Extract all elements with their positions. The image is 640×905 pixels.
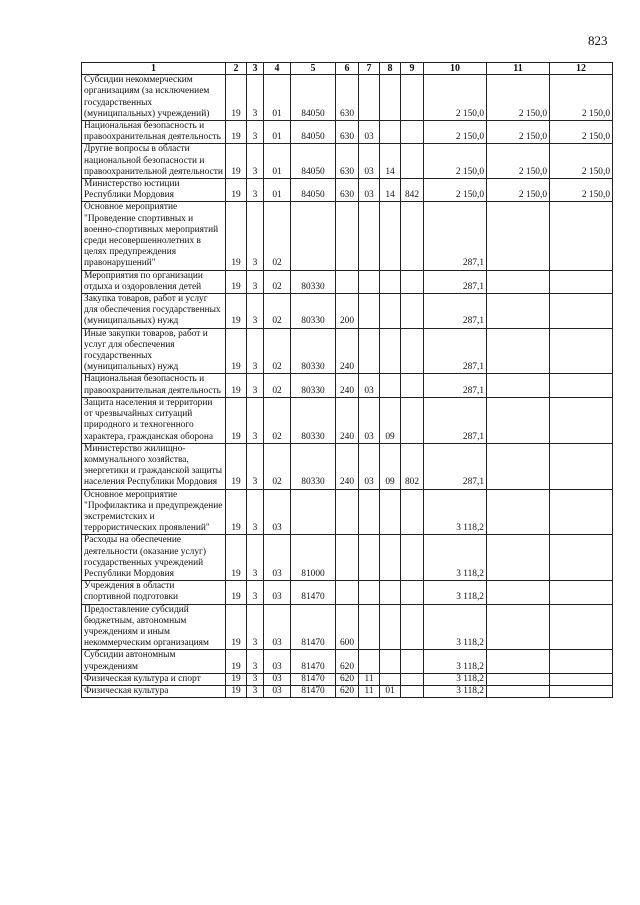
row-cell-c7: 03	[359, 397, 380, 443]
row-cell-c6: 200	[336, 294, 359, 329]
row-cell-c4: 03	[264, 535, 291, 581]
table-row	[82, 650, 613, 673]
table-row	[82, 374, 613, 397]
row-cell-c8	[380, 121, 401, 144]
row-cell-c11: 2 150,0	[487, 121, 550, 144]
row-cell-c3: 3	[247, 397, 264, 443]
table-row	[82, 673, 613, 685]
row-cell-c2: 19	[226, 374, 247, 397]
row-cell-c2: 19	[226, 397, 247, 443]
row-cell-c3: 3	[247, 270, 264, 293]
column-header: 3	[247, 63, 264, 75]
row-cell-c3: 3	[247, 202, 264, 270]
row-cell-c5: 84050	[291, 144, 336, 179]
row-cell-c12	[550, 270, 613, 293]
row-cell-c2: 19	[226, 489, 247, 535]
row-cell-c11	[487, 443, 550, 489]
row-cell-c8: 01	[380, 685, 401, 697]
row-cell-c7	[359, 489, 380, 535]
row-cell-c9	[401, 685, 424, 697]
table-row	[82, 443, 613, 489]
row-cell-c4: 02	[264, 270, 291, 293]
column-header: 12	[550, 63, 613, 75]
table-row	[82, 535, 613, 581]
row-cell-c5: 81470	[291, 685, 336, 697]
row-cell-c6: 630	[336, 121, 359, 144]
row-cell-c6: 240	[336, 443, 359, 489]
row-cell-c4: 02	[264, 443, 291, 489]
row-name-cell: Расходы на обеспечение деятельности (оказание услуг) государственных учреждений Республики Мордовия	[82, 535, 226, 581]
row-cell-c6: 240	[336, 374, 359, 397]
row-cell-c7	[359, 535, 380, 581]
column-header: 8	[380, 63, 401, 75]
row-cell-c11	[487, 604, 550, 650]
table-row	[82, 202, 613, 270]
row-cell-c4: 02	[264, 294, 291, 329]
row-cell-c12: 2 150,0	[550, 75, 613, 121]
row-cell-c3: 3	[247, 121, 264, 144]
row-cell-c7	[359, 328, 380, 374]
column-header: 2	[226, 63, 247, 75]
row-cell-c10: 3 118,2	[424, 604, 487, 650]
column-header: 9	[401, 63, 424, 75]
row-cell-c11	[487, 673, 550, 685]
table-row	[82, 270, 613, 293]
row-cell-c6: 620	[336, 673, 359, 685]
row-cell-c6	[336, 270, 359, 293]
row-cell-c4: 03	[264, 673, 291, 685]
row-cell-c6: 630	[336, 144, 359, 179]
row-cell-c9	[401, 121, 424, 144]
row-cell-c11: 2 150,0	[487, 179, 550, 202]
row-cell-c12	[550, 535, 613, 581]
row-cell-c5: 80330	[291, 328, 336, 374]
table-row	[82, 75, 613, 121]
row-cell-c11	[487, 294, 550, 329]
row-cell-c2: 19	[226, 202, 247, 270]
row-cell-c8: 14	[380, 144, 401, 179]
row-cell-c3: 3	[247, 443, 264, 489]
row-cell-c12	[550, 443, 613, 489]
row-name-cell: Министерство юстиции Республики Мордовия	[82, 179, 226, 202]
column-header: 10	[424, 63, 487, 75]
row-cell-c4: 03	[264, 489, 291, 535]
table-row	[82, 397, 613, 443]
row-cell-c6: 620	[336, 650, 359, 673]
row-cell-c10: 3 118,2	[424, 489, 487, 535]
row-cell-c9	[401, 673, 424, 685]
row-cell-c11	[487, 650, 550, 673]
row-cell-c4: 03	[264, 685, 291, 697]
row-cell-c11	[487, 581, 550, 604]
row-cell-c10: 287,1	[424, 397, 487, 443]
row-cell-c2: 19	[226, 604, 247, 650]
row-cell-c7: 03	[359, 121, 380, 144]
row-cell-c9	[401, 397, 424, 443]
table-row	[82, 294, 613, 329]
row-cell-c6	[336, 581, 359, 604]
row-cell-c4: 01	[264, 179, 291, 202]
row-cell-c9	[401, 75, 424, 121]
row-name-cell: Физическая культура и спорт	[82, 673, 226, 685]
row-cell-c4: 01	[264, 75, 291, 121]
row-cell-c3: 3	[247, 581, 264, 604]
row-cell-c9	[401, 374, 424, 397]
row-cell-c12	[550, 650, 613, 673]
row-cell-c6: 620	[336, 685, 359, 697]
row-cell-c5: 80330	[291, 294, 336, 329]
row-cell-c2: 19	[226, 270, 247, 293]
row-cell-c3: 3	[247, 179, 264, 202]
row-cell-c12	[550, 202, 613, 270]
row-cell-c6: 630	[336, 179, 359, 202]
row-cell-c8	[380, 202, 401, 270]
row-cell-c8: 14	[380, 179, 401, 202]
row-cell-c8	[380, 581, 401, 604]
row-cell-c4: 01	[264, 121, 291, 144]
row-cell-c4: 02	[264, 202, 291, 270]
row-cell-c7	[359, 294, 380, 329]
row-cell-c8	[380, 604, 401, 650]
row-cell-c4: 02	[264, 374, 291, 397]
row-cell-c7: 03	[359, 443, 380, 489]
row-cell-c9	[401, 489, 424, 535]
row-cell-c12	[550, 489, 613, 535]
column-header: 5	[291, 63, 336, 75]
row-name-cell: Основное мероприятие "Проведение спортивных и военно-спортивных мероприятий среди несовершеннолетних в целях предупреждения правонарушений"	[82, 202, 226, 270]
row-cell-c3: 3	[247, 374, 264, 397]
row-name-cell: Закупка товаров, работ и услуг для обеспечения государственных (муниципальных) нужд	[82, 294, 226, 329]
row-cell-c2: 19	[226, 535, 247, 581]
row-cell-c12: 2 150,0	[550, 179, 613, 202]
row-cell-c5: 80330	[291, 270, 336, 293]
row-cell-c2: 19	[226, 443, 247, 489]
row-cell-c2: 19	[226, 144, 247, 179]
row-cell-c5: 81470	[291, 604, 336, 650]
row-cell-c7: 03	[359, 144, 380, 179]
row-cell-c7	[359, 581, 380, 604]
row-cell-c12: 2 150,0	[550, 121, 613, 144]
row-cell-c10: 287,1	[424, 270, 487, 293]
row-cell-c10: 2 150,0	[424, 75, 487, 121]
row-name-cell: Предоставление субсидий бюджетным, автономным учреждениям и иным некоммерческим организациям	[82, 604, 226, 650]
row-cell-c10: 287,1	[424, 202, 487, 270]
page-number: 823	[588, 33, 608, 48]
row-cell-c8	[380, 673, 401, 685]
row-cell-c4: 01	[264, 144, 291, 179]
row-cell-c11: 2 150,0	[487, 75, 550, 121]
header-row	[82, 63, 613, 75]
row-cell-c9	[401, 270, 424, 293]
row-cell-c10: 3 118,2	[424, 673, 487, 685]
row-cell-c10: 287,1	[424, 328, 487, 374]
row-name-cell: Основное мероприятие "Профилактика и предупреждение экстремистских и террористических проявлений"	[82, 489, 226, 535]
table-row	[82, 144, 613, 179]
row-cell-c12	[550, 328, 613, 374]
row-cell-c4: 02	[264, 328, 291, 374]
table-row	[82, 328, 613, 374]
row-cell-c12: 2 150,0	[550, 144, 613, 179]
row-cell-c6: 240	[336, 397, 359, 443]
column-header: 7	[359, 63, 380, 75]
row-cell-c9	[401, 144, 424, 179]
row-name-cell: Физическая культура	[82, 685, 226, 697]
row-cell-c10: 3 118,2	[424, 685, 487, 697]
row-cell-c7: 11	[359, 673, 380, 685]
row-name-cell: Защита населения и территории от чрезвычайных ситуаций природного и техногенного характера, гражданская оборона	[82, 397, 226, 443]
table-row	[82, 489, 613, 535]
table-row	[82, 604, 613, 650]
column-header: 11	[487, 63, 550, 75]
row-cell-c4: 03	[264, 604, 291, 650]
row-cell-c3: 3	[247, 144, 264, 179]
row-cell-c9	[401, 604, 424, 650]
row-cell-c11	[487, 328, 550, 374]
row-cell-c5: 80330	[291, 374, 336, 397]
row-cell-c9	[401, 650, 424, 673]
row-cell-c8: 09	[380, 443, 401, 489]
row-name-cell: Мероприятия по организации отдыха и оздоровления детей	[82, 270, 226, 293]
row-cell-c10: 287,1	[424, 374, 487, 397]
row-cell-c12	[550, 581, 613, 604]
row-cell-c10: 2 150,0	[424, 144, 487, 179]
table-row	[82, 685, 613, 697]
row-cell-c12	[550, 604, 613, 650]
row-cell-c11	[487, 489, 550, 535]
row-name-cell: Национальная безопасность и правоохранительная деятельность	[82, 121, 226, 144]
row-cell-c9	[401, 202, 424, 270]
column-header: 1	[82, 63, 226, 75]
row-cell-c11	[487, 374, 550, 397]
row-cell-c6: 240	[336, 328, 359, 374]
row-cell-c9	[401, 535, 424, 581]
column-header: 4	[264, 63, 291, 75]
row-cell-c10: 3 118,2	[424, 650, 487, 673]
row-cell-c4: 03	[264, 581, 291, 604]
row-cell-c5: 80330	[291, 397, 336, 443]
row-cell-c2: 19	[226, 121, 247, 144]
row-name-cell: Министерство жилищно-коммунального хозяйства, энергетики и гражданской защиты населения Республики Мордовия	[82, 443, 226, 489]
row-cell-c4: 03	[264, 650, 291, 673]
row-cell-c10: 287,1	[424, 443, 487, 489]
row-cell-c5	[291, 202, 336, 270]
row-name-cell: Субсидии автономным учреждениям	[82, 650, 226, 673]
row-cell-c11	[487, 202, 550, 270]
row-cell-c3: 3	[247, 294, 264, 329]
row-cell-c11	[487, 270, 550, 293]
row-cell-c12	[550, 673, 613, 685]
row-cell-c3: 3	[247, 75, 264, 121]
row-name-cell: Другие вопросы в области национальной безопасности и правоохранительной деятельности	[82, 144, 226, 179]
row-cell-c2: 19	[226, 581, 247, 604]
row-cell-c2: 19	[226, 75, 247, 121]
row-name-cell: Учреждения в области спортивной подготовки	[82, 581, 226, 604]
row-cell-c3: 3	[247, 685, 264, 697]
row-cell-c10: 2 150,0	[424, 121, 487, 144]
row-cell-c12	[550, 397, 613, 443]
row-cell-c7	[359, 650, 380, 673]
row-cell-c7	[359, 202, 380, 270]
row-cell-c3: 3	[247, 489, 264, 535]
row-cell-c5: 81000	[291, 535, 336, 581]
row-cell-c10: 287,1	[424, 294, 487, 329]
row-cell-c5: 81470	[291, 650, 336, 673]
row-cell-c8	[380, 328, 401, 374]
row-cell-c5	[291, 489, 336, 535]
row-name-cell: Национальная безопасность и правоохранительная деятельность	[82, 374, 226, 397]
row-cell-c6	[336, 535, 359, 581]
row-cell-c6: 600	[336, 604, 359, 650]
row-cell-c2: 19	[226, 685, 247, 697]
row-cell-c12	[550, 685, 613, 697]
row-cell-c10: 3 118,2	[424, 535, 487, 581]
row-cell-c5: 80330	[291, 443, 336, 489]
row-cell-c5: 81470	[291, 673, 336, 685]
row-cell-c9	[401, 294, 424, 329]
row-cell-c2: 19	[226, 179, 247, 202]
row-cell-c9	[401, 328, 424, 374]
row-cell-c8	[380, 294, 401, 329]
row-cell-c7: 11	[359, 685, 380, 697]
row-name-cell: Субсидии некоммерческим организациям (за исключением государственных (муниципальных) учреждений)	[82, 75, 226, 121]
row-cell-c7	[359, 270, 380, 293]
row-cell-c3: 3	[247, 673, 264, 685]
row-cell-c11	[487, 535, 550, 581]
row-cell-c4: 02	[264, 397, 291, 443]
row-cell-c12	[550, 374, 613, 397]
row-cell-c7	[359, 604, 380, 650]
row-cell-c3: 3	[247, 650, 264, 673]
row-cell-c5: 84050	[291, 121, 336, 144]
row-cell-c5: 81470	[291, 581, 336, 604]
row-cell-c9: 802	[401, 443, 424, 489]
row-cell-c12	[550, 294, 613, 329]
row-cell-c11	[487, 397, 550, 443]
row-cell-c2: 19	[226, 650, 247, 673]
row-cell-c6	[336, 202, 359, 270]
row-cell-c9	[401, 581, 424, 604]
row-cell-c8	[380, 75, 401, 121]
row-cell-c3: 3	[247, 328, 264, 374]
row-cell-c2: 19	[226, 673, 247, 685]
row-cell-c3: 3	[247, 604, 264, 650]
row-cell-c8	[380, 489, 401, 535]
table-row	[82, 121, 613, 144]
row-cell-c9: 842	[401, 179, 424, 202]
row-cell-c8	[380, 650, 401, 673]
table-row	[82, 581, 613, 604]
row-cell-c3: 3	[247, 535, 264, 581]
budget-table	[81, 62, 613, 698]
row-cell-c11: 2 150,0	[487, 144, 550, 179]
row-cell-c7: 03	[359, 179, 380, 202]
row-cell-c8	[380, 374, 401, 397]
row-cell-c8	[380, 535, 401, 581]
row-cell-c5: 84050	[291, 179, 336, 202]
row-cell-c8	[380, 270, 401, 293]
row-cell-c2: 19	[226, 328, 247, 374]
row-cell-c2: 19	[226, 294, 247, 329]
row-cell-c5: 84050	[291, 75, 336, 121]
row-name-cell: Иные закупки товаров, работ и услуг для обеспечения государственных (муниципальных) нужд	[82, 328, 226, 374]
row-cell-c11	[487, 685, 550, 697]
row-cell-c7	[359, 75, 380, 121]
row-cell-c10: 2 150,0	[424, 179, 487, 202]
row-cell-c6	[336, 489, 359, 535]
row-cell-c7: 03	[359, 374, 380, 397]
row-cell-c8: 09	[380, 397, 401, 443]
table-row	[82, 179, 613, 202]
row-cell-c6: 630	[336, 75, 359, 121]
column-header: 6	[336, 63, 359, 75]
row-cell-c10: 3 118,2	[424, 581, 487, 604]
